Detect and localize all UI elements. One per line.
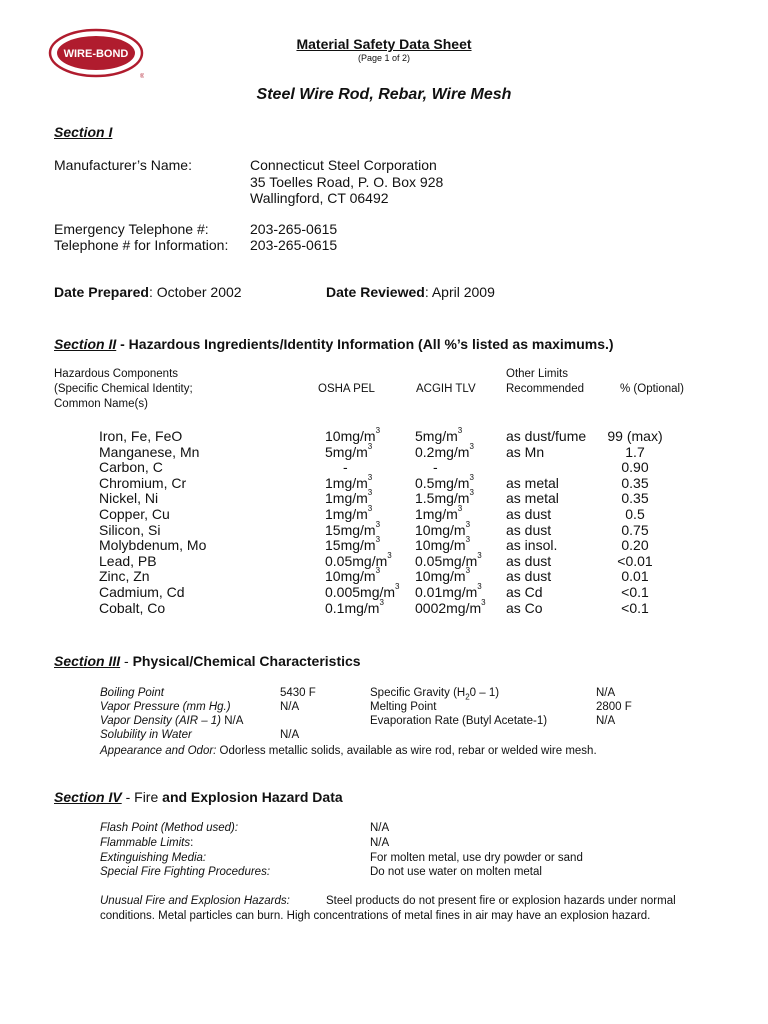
ingredient-osha: $0.005mg/m^3$ [325,582,400,600]
ingredient-row [0,428,768,444]
ingredient-acgih: $0.5mg/m^3$ [415,472,474,491]
appearance-odor: Appearance and Odor: Odorless metallic solids, available as wire rod, rebar or welded wire mesh. [100,745,597,757]
extinguishing-media-label: Extinguishing Media: [100,852,207,864]
ingredient-row [0,597,768,616]
specific-gravity-label: Specific Gravity $(H_20 - 1)$ [370,687,500,702]
info-phone-value: 203-265-0615 [250,237,338,253]
col-percent: % (Optional) [620,383,684,395]
product-name: Steel Wire Rod, Rebar, Wire Mesh [256,86,512,103]
ingredient-osha: $10mg/m^3$ [325,566,381,585]
ingredient-other: as insol. [506,537,558,554]
ingredient-row [0,519,768,538]
page-indicator: (Page 1 of 2) [357,53,411,63]
ingredient-name: Silicon, Si [99,521,161,538]
ingredient-acgih: $10mg/m^3$ [415,535,471,554]
col-components-line-3: Common Name(s) [54,398,148,410]
ingredient-other: as dust [506,568,552,585]
ingredient-acgih: $0.2mg/m^3$ [415,441,474,460]
ingredient-acgih: - [433,459,438,476]
col-components-line-2: (Specific Chemical Identity; [54,383,193,395]
ingredient-name: Chromium, Cr [99,474,187,491]
ingredient-pct: <0.1 [621,584,649,600]
ingredient-row [0,490,768,506]
ingredient-acgih: $0.05mg/m^3$ [415,550,482,569]
ingredient-osha: $1mg/m^3$ [325,472,373,491]
svg-text:®: ® [140,74,144,80]
vapor-density: Vapor Density (AIR – 1) N/A [100,715,244,727]
ingredient-osha: $0.05mg/m^3$ [325,550,392,569]
ingredient-osha: - [343,459,348,476]
section-2-heading: Section II - Hazardous Ingredients/Identity Information (All %’s listed as maximums.) [54,336,614,352]
ingredient-name: Cobalt, Co [99,599,166,616]
ingredient-acgih: $10mg/m^3$ [415,566,471,585]
ingredient-row [0,441,768,460]
section-3-heading: Section III - Physical/Chemical Characteristics [54,653,361,669]
manufacturer-line-3: Wallingford, CT 06492 [250,190,389,206]
ingredient-name: Copper, Cu [99,506,170,522]
ingredient-osha: $1mg/m^3$ [325,504,373,522]
date-reviewed: Date Reviewed: April 2009 [326,284,495,300]
ingredient-name: Lead, PB [99,552,157,569]
vapor-pressure-value: N/A [280,701,300,713]
ingredient-other: as dust [506,506,552,522]
flammable-limits-value: N/A [370,837,390,849]
solubility-label: Solubility in Water [100,729,192,741]
specific-gravity-value: N/A [596,687,616,699]
col-other-line-1: Other Limits [506,368,568,380]
evaporation-rate-value: N/A [596,715,616,727]
ingredient-pct: 0.01 [621,568,649,585]
col-acgih: ACGIH TLV [416,383,476,395]
ingredient-name: Cadmium, Cd [99,584,185,600]
ingredient-other: as dust [506,552,552,569]
ingredient-pct: 99 (max) [607,428,663,444]
flash-point-label: Flash Point (Method used): [100,822,239,834]
document-title: Material Safety Data Sheet [296,36,472,52]
ingredient-pct: 0.35 [621,490,649,507]
section-4-heading: Section IV - Fire and Explosion Hazard Data [54,789,343,805]
ingredient-row [0,550,768,569]
ingredient-osha: $10mg/m^3$ [325,426,381,444]
extinguishing-media-value: For molten metal, use dry powder or sand [370,852,583,864]
ingredient-acgih: $0.01mg/m^3$ [415,582,482,600]
info-phone-label: Telephone # for Information: [54,237,229,253]
unusual-hazards-line-2: conditions. Metal particles can burn. High concentrations of metal fines in air may have an explosion hazard. [100,910,651,922]
ingredient-other: as metal [506,474,559,491]
unusual-hazards-line-1: Steel products do not present fire or explosion hazards under normal [326,895,676,907]
ingredient-osha: $15mg/m^3$ [325,519,381,538]
ingredient-name: Nickel, Ni [99,490,159,507]
ingredient-other: as Co [506,599,543,616]
evaporation-rate-label: Evaporation Rate (Butyl Acetate-1) [370,715,548,727]
ingredient-name: Carbon, C [99,459,163,476]
ingredient-acgih: $10mg/m^3$ [415,519,471,538]
ingredient-acgih: $1mg/m^3$ [415,504,463,522]
ingredient-row [0,584,768,600]
flammable-limits-label: Flammable Limits: [100,837,194,849]
melting-point-label: Melting Point [370,701,437,713]
ingredient-osha: $5mg/m^3$ [325,441,373,460]
ingredient-acgih: $1.5mg/m^3$ [415,488,474,507]
melting-point-value: 2800 F [596,701,632,713]
ingredient-osha: $0.1mg/m^3$ [325,597,384,616]
ingredient-pct: 0.20 [621,537,649,554]
ingredient-other: as Cd [506,584,543,600]
ingredient-name: Manganese, Mn [99,443,200,460]
ingredient-pct: 1.7 [625,443,645,460]
boiling-point-value: 5430 F [280,687,316,699]
special-procedures-value: Do not use water on molten metal [370,866,542,878]
ingredient-pct: <0.01 [617,552,653,569]
special-procedures-label: Special Fire Fighting Procedures: [100,866,271,878]
ingredient-other: as metal [506,490,559,507]
ingredient-other: as dust/fume [506,428,587,444]
ingredient-row [0,459,768,475]
section-1-heading: Section I [54,124,113,140]
ingredient-acgih: $5mg/m^3$ [415,426,463,444]
unusual-hazards-label: Unusual Fire and Explosion Hazards: [100,895,290,907]
date-prepared: Date Prepared: October 2002 [54,284,242,300]
flash-point-value: N/A [370,822,390,834]
manufacturer-line-1: Connecticut Steel Corporation [250,157,437,173]
manufacturer-line-2: 35 Toelles Road, P. O. Box 928 [250,174,444,190]
ingredient-name: Iron, Fe, FeO [99,428,183,444]
ingredient-pct: <0.1 [621,599,649,616]
ingredient-row [0,506,768,522]
ingredient-row [0,537,768,553]
ingredient-pct: 0.5 [625,506,645,522]
ingredient-osha: $1mg/m^3$ [325,488,373,507]
svg-text:WIRE-BOND: WIRE-BOND [63,48,129,60]
ingredient-pct: 0.75 [621,521,649,538]
vapor-pressure-label: Vapor Pressure (mm Hg.) [100,701,231,713]
solubility-value: N/A [280,729,300,741]
ingredient-row [0,568,768,584]
ingredient-name: Molybdenum, Mo [99,537,207,554]
emergency-phone-label: Emergency Telephone #: [54,221,209,237]
col-components-line-1: Hazardous Components [54,368,179,380]
ingredient-acgih: $0002mg/m^3$ [415,597,486,616]
ingredient-pct: 0.90 [621,459,649,476]
ingredient-osha: $15mg/m^3$ [325,535,381,554]
ingredient-row [0,472,768,491]
boiling-point-label: Boiling Point [100,687,164,699]
col-osha: OSHA PEL [318,383,375,395]
ingredient-other: as dust [506,521,552,538]
ingredient-name: Zinc, Zn [99,568,150,585]
ingredient-pct: 0.35 [621,474,649,491]
emergency-phone-value: 203-265-0615 [250,221,338,237]
ingredient-other: as Mn [506,443,545,460]
col-other-line-2: Recommended [506,383,584,395]
manufacturer-label: Manufacturer’s Name: [54,157,192,173]
